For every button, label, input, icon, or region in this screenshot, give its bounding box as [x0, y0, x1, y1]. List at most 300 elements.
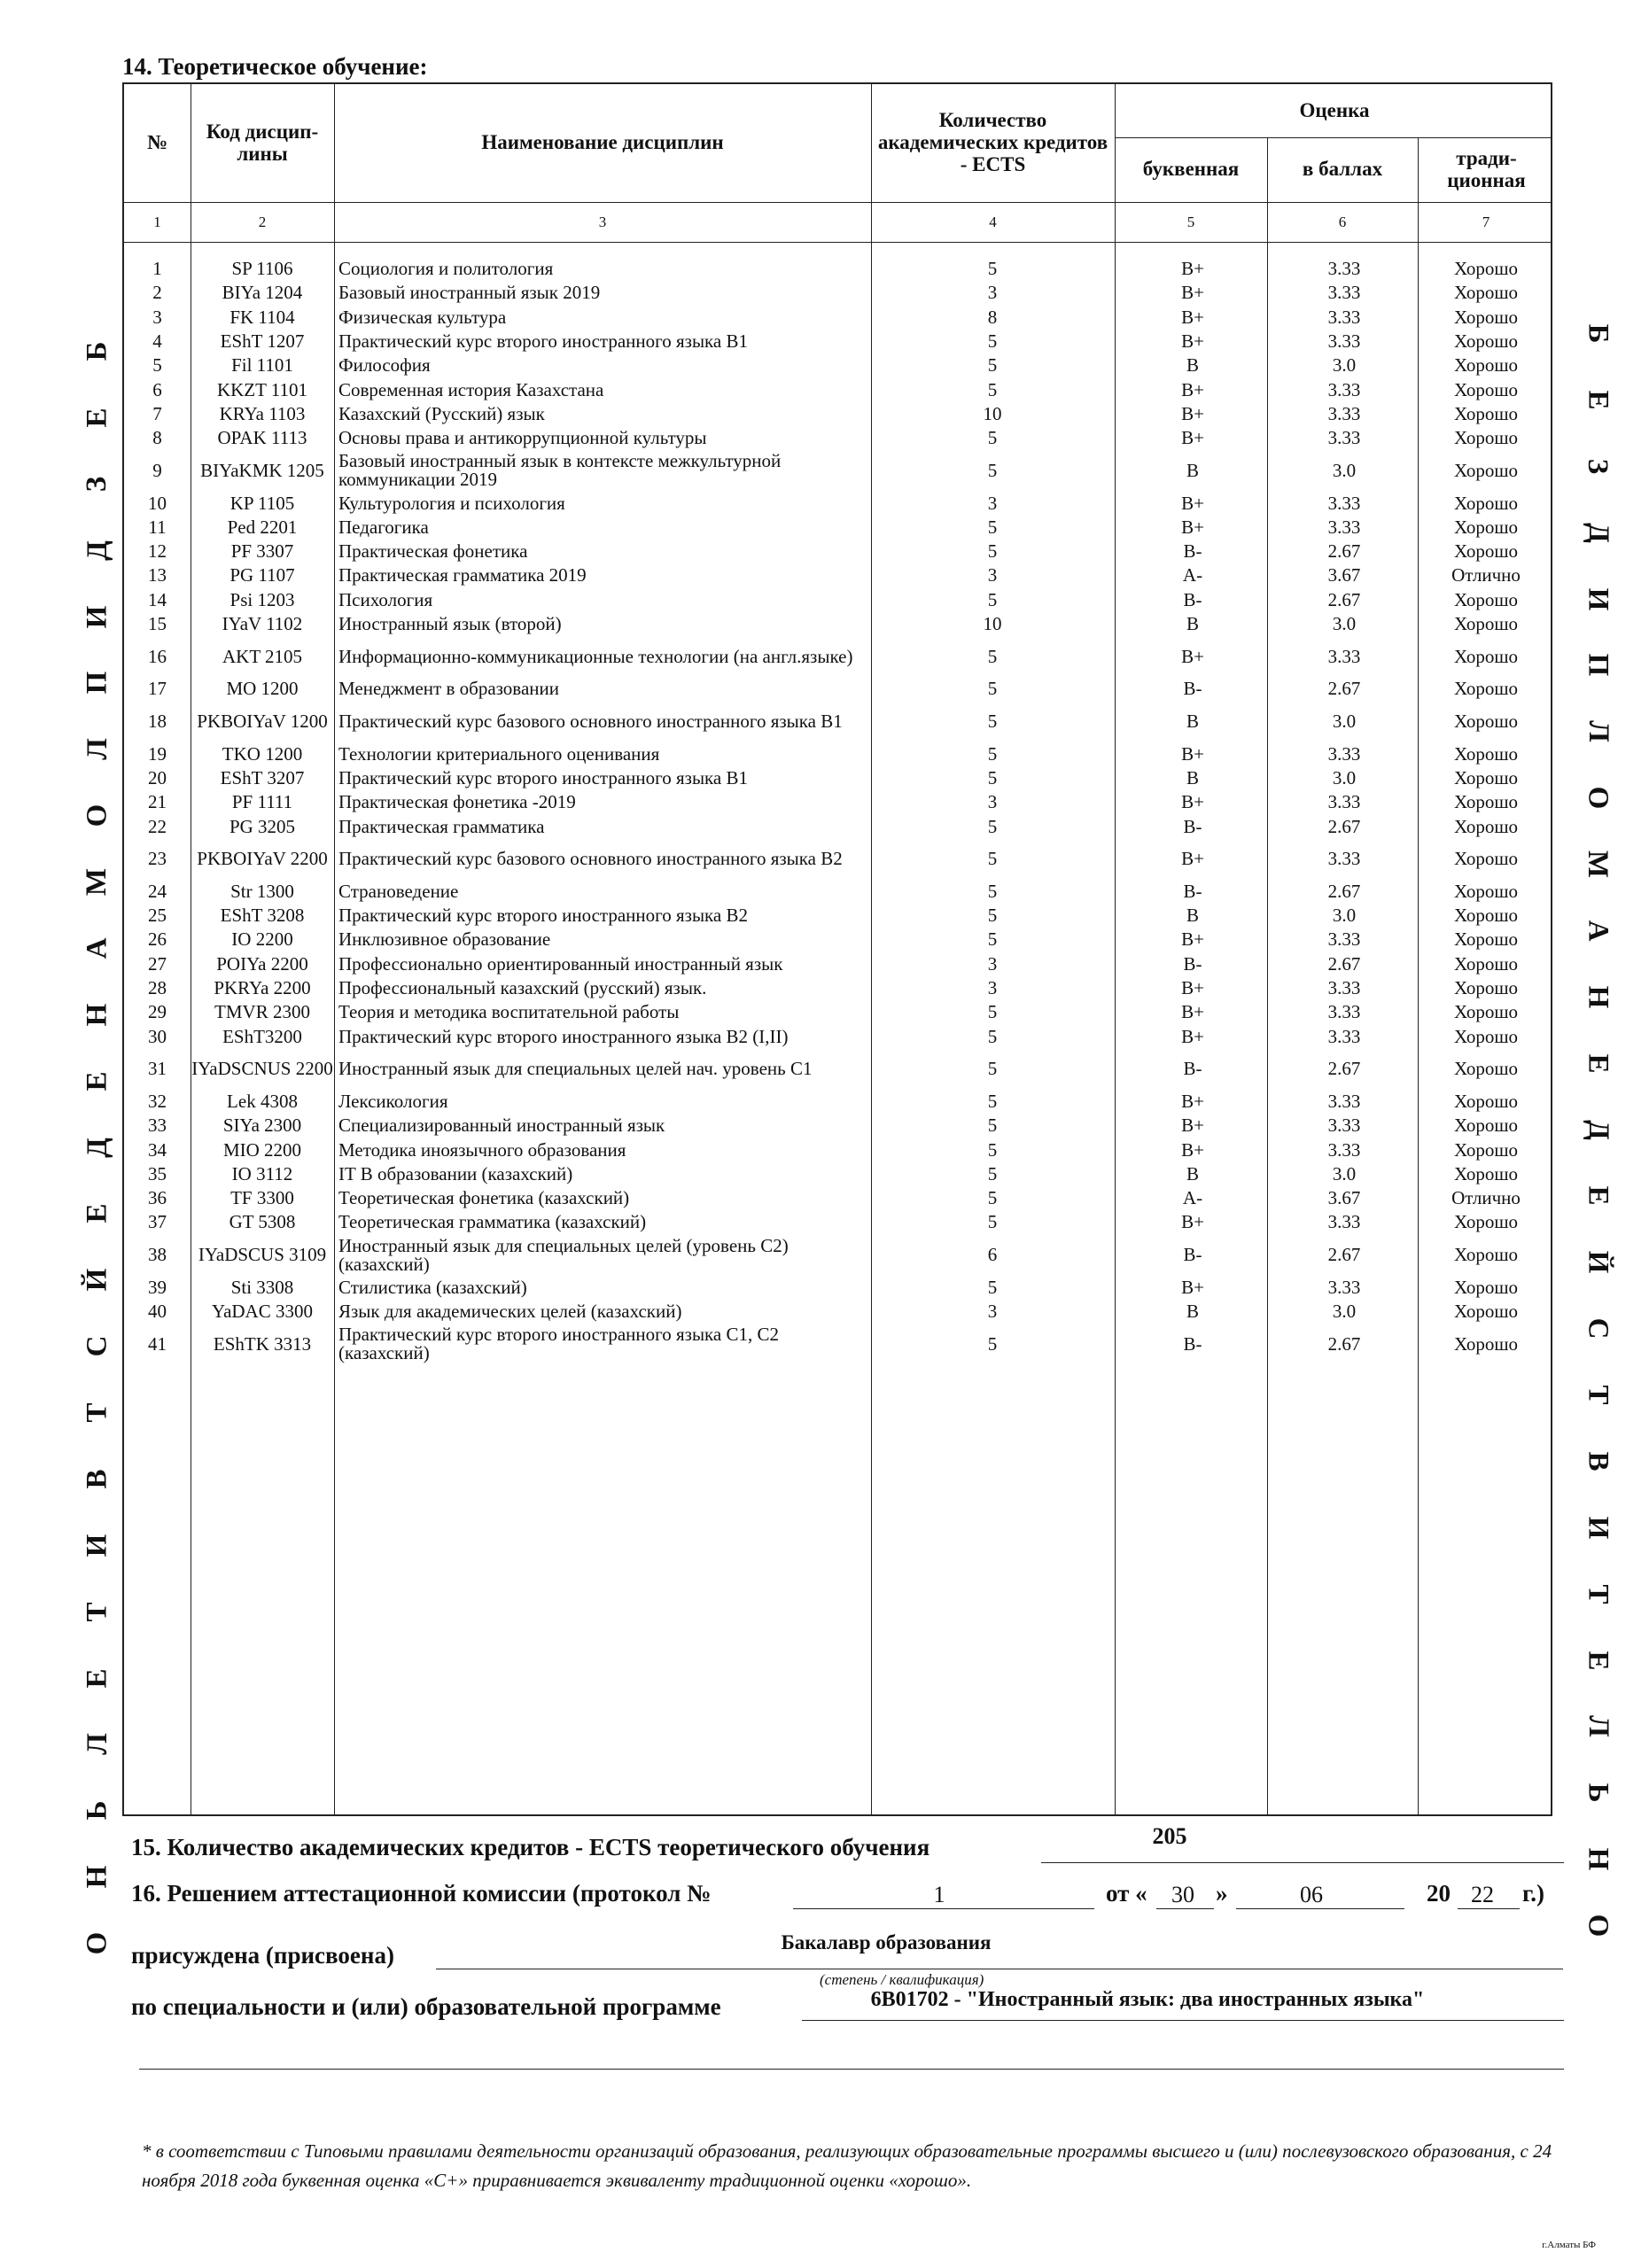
printer-mark: г.Алматы БФ	[1542, 2240, 1596, 2250]
row-number: 13	[148, 564, 167, 586]
date-day: 30	[1171, 1882, 1194, 1907]
table-row	[124, 450, 1551, 491]
letter-grade: B+	[1181, 258, 1204, 280]
side-letter: Н	[1582, 1847, 1614, 1871]
side-letter: С	[1582, 1317, 1614, 1340]
side-letter: Й	[81, 1268, 113, 1292]
traditional-grade: Хорошо	[1453, 880, 1518, 902]
discipline-code: PKBOIYaV 2200	[197, 848, 328, 870]
table-row	[124, 1276, 1551, 1300]
traditional-grade: Хорошо	[1453, 1058, 1518, 1080]
grade-points: 3.0	[1332, 613, 1357, 635]
degree-value: Бакалавр образования	[781, 1931, 992, 1953]
side-letter: Е	[81, 1071, 113, 1091]
table-row	[124, 353, 1551, 377]
grade-points: 3.33	[1327, 258, 1361, 280]
credits-cell: 5	[987, 378, 998, 400]
letter-grade: B+	[1181, 791, 1204, 813]
table-row	[124, 839, 1551, 880]
row-number: 15	[148, 613, 167, 635]
side-letter: Е	[1582, 1185, 1614, 1206]
table-row	[124, 306, 1551, 330]
row-number: 18	[148, 711, 167, 732]
grade-points: 3.33	[1327, 306, 1361, 328]
awarded-label: присуждена (присвоена)	[131, 1942, 394, 1969]
row-number: 2	[152, 282, 162, 304]
letter-grade: B	[1186, 905, 1199, 927]
commission-label: 16. Решением аттестационной комиссии (протокол №	[131, 1880, 712, 1907]
table-row	[124, 742, 1551, 766]
discipline-code: SIYa 2300	[222, 1115, 302, 1137]
traditional-grade: Хорошо	[1453, 492, 1518, 514]
grade-points: 2.67	[1327, 540, 1361, 563]
discipline-name: Профессиональный казахский (русский) язык.	[338, 977, 707, 999]
row-number: 24	[148, 880, 167, 902]
table-row	[124, 952, 1551, 976]
row-number: 26	[148, 928, 167, 951]
discipline-code: POIYa 2200	[216, 952, 308, 975]
grade-points: 2.67	[1327, 1058, 1361, 1080]
grades-table	[122, 82, 1552, 1816]
traditional-grade: Хорошо	[1453, 378, 1518, 400]
letter-grade: B-	[1183, 1332, 1202, 1355]
grade-points: 2.67	[1327, 815, 1361, 837]
credits-cell: 5	[987, 711, 998, 732]
credits-cell: 5	[987, 1025, 998, 1047]
side-letter: Ь	[1582, 1783, 1614, 1803]
year-suffix: г.)	[1522, 1880, 1544, 1907]
discipline-name: Практический курс второго иностранного языка В2 (I,II)	[338, 1025, 789, 1047]
traditional-grade: Хорошо	[1453, 330, 1518, 353]
column-number: 1	[153, 214, 161, 230]
side-letter: И	[81, 605, 113, 628]
table-row	[124, 426, 1551, 450]
side-letter: Л	[81, 738, 113, 761]
letter-grade: A-	[1182, 564, 1203, 586]
credits-cell: 5	[987, 1211, 998, 1233]
letter-grade: B	[1186, 1162, 1199, 1184]
traditional-grade: Хорошо	[1453, 928, 1518, 951]
discipline-name: Теория и методика воспитательной работы	[338, 1001, 680, 1023]
traditional-grade: Хорошо	[1453, 742, 1518, 765]
side-letter: З	[81, 476, 113, 492]
table-row	[124, 814, 1551, 838]
side-watermark-right	[1571, 319, 1624, 1940]
table-row	[124, 491, 1551, 515]
credits-cell: 5	[987, 928, 998, 951]
discipline-name: Специализированный иностранный язык	[338, 1115, 665, 1137]
letter-grade: B+	[1181, 492, 1204, 514]
letter-grade: B+	[1181, 742, 1204, 765]
traditional-grade: Хорошо	[1453, 540, 1518, 563]
side-letter: О	[81, 1931, 113, 1955]
letter-grade: B+	[1181, 645, 1204, 667]
discipline-name: Инклюзивное образование	[338, 928, 551, 951]
date-month: 06	[1300, 1882, 1323, 1907]
side-letter: В	[81, 1469, 113, 1489]
grade-points: 2.67	[1327, 678, 1361, 700]
discipline-name: Культурология и психология	[338, 492, 565, 514]
discipline-code: MIO 2200	[222, 1138, 302, 1161]
letter-grade: B-	[1183, 952, 1202, 975]
row-number: 5	[152, 354, 162, 377]
side-letter: Т	[1582, 1584, 1614, 1604]
credits-cell: 5	[987, 1138, 998, 1161]
grade-points: 3.33	[1327, 645, 1361, 667]
discipline-name: Стилистика (казахский)	[338, 1276, 527, 1298]
side-letter: П	[81, 672, 113, 695]
grade-points: 3.33	[1327, 977, 1361, 999]
column-number: 6	[1338, 214, 1347, 230]
grade-points: 2.67	[1327, 1244, 1361, 1266]
year-prefix: 20	[1427, 1880, 1451, 1907]
row-number: 31	[148, 1058, 167, 1080]
table-row	[124, 588, 1551, 612]
grade-points: 3.33	[1327, 378, 1361, 400]
credits-cell: 5	[987, 1187, 998, 1209]
side-letter: Б	[81, 341, 113, 361]
column-number: 4	[989, 214, 997, 230]
discipline-code: YaDAC 3300	[212, 1301, 313, 1323]
table-row	[124, 1186, 1551, 1210]
discipline-code: KKZT 1101	[216, 378, 308, 400]
letter-grade: B-	[1183, 588, 1202, 610]
credits-cell: 5	[987, 645, 998, 667]
discipline-name: Теоретическая фонетика (казахский)	[338, 1187, 630, 1209]
side-letter: З	[1582, 458, 1614, 474]
credits-cell: 5	[987, 354, 998, 377]
traditional-grade: Хорошо	[1453, 1244, 1518, 1266]
total-credits-value: 205	[1152, 1823, 1187, 1849]
discipline-name: Профессионально ориентированный иностранный язык	[338, 952, 783, 975]
credits-cell: 10	[983, 613, 1002, 635]
discipline-code: Psi 1203	[229, 588, 295, 610]
grade-points: 3.33	[1327, 848, 1361, 870]
credits-cell: 5	[987, 1332, 998, 1355]
letter-grade: B+	[1181, 427, 1204, 449]
discipline-name: Практическая грамматика 2019	[338, 564, 587, 586]
discipline-code: Ped 2201	[227, 516, 298, 538]
grade-points: 3.0	[1332, 1162, 1357, 1184]
discipline-code: IO 2200	[231, 928, 293, 951]
total-credits-label: 15. Количество академических кредитов - ECTS теоретического обучения	[131, 1834, 930, 1860]
table-row	[124, 880, 1551, 904]
table-row	[124, 378, 1551, 402]
row-number: 10	[148, 492, 167, 514]
traditional-grade: Отлично	[1451, 564, 1521, 586]
grade-points: 2.67	[1327, 1332, 1361, 1355]
traditional-grade: Хорошо	[1453, 306, 1518, 328]
traditional-grade: Хорошо	[1453, 952, 1518, 975]
discipline-code: TMVR 2300	[214, 1001, 310, 1023]
traditional-grade: Отлично	[1451, 1187, 1521, 1209]
traditional-grade: Хорошо	[1453, 1025, 1518, 1047]
header-code: Код дисцип-лины	[206, 120, 319, 165]
discipline-name: Методика иноязычного образования	[338, 1138, 626, 1161]
table-row	[124, 1090, 1551, 1114]
traditional-grade: Хорошо	[1453, 711, 1518, 732]
credits-cell: 3	[987, 977, 998, 999]
discipline-name: Иностранный язык для специальных целей (уровень С2) (казахский)	[338, 1234, 789, 1275]
grade-points: 2.67	[1327, 952, 1361, 975]
grade-points: 3.33	[1327, 1001, 1361, 1023]
letter-grade: B+	[1181, 282, 1204, 304]
row-number: 33	[148, 1115, 167, 1137]
side-letter: Д	[1582, 1119, 1614, 1140]
traditional-grade: Хорошо	[1453, 1115, 1518, 1137]
side-letter: Л	[1582, 720, 1614, 743]
table-row	[124, 1138, 1551, 1161]
discipline-name: Иностранный язык для специальных целей нач. уровень С1	[338, 1058, 813, 1080]
header-credits: Количество академических кредитов - ECTS	[877, 109, 1108, 175]
traditional-grade: Хорошо	[1453, 905, 1518, 927]
row-number: 1	[152, 258, 162, 280]
discipline-code: IYaV 1102	[222, 613, 303, 635]
credits-cell: 5	[987, 540, 998, 563]
letter-grade: B+	[1181, 306, 1204, 328]
discipline-code: Str 1300	[230, 880, 294, 902]
side-letter: М	[1582, 850, 1614, 879]
date-from-label: от «	[1106, 1880, 1147, 1907]
credits-cell: 5	[987, 742, 998, 765]
side-letter: Л	[81, 1733, 113, 1756]
side-letter: И	[1582, 587, 1614, 610]
discipline-code: PG 3205	[229, 815, 296, 837]
table-row	[124, 702, 1551, 742]
discipline-code: AKT 2105	[222, 645, 303, 667]
grade-points: 3.33	[1327, 1211, 1361, 1233]
discipline-name: Теоретическая грамматика (казахский)	[338, 1211, 647, 1233]
header-traditional: тради-ционная	[1447, 146, 1526, 191]
traditional-grade: Хорошо	[1453, 977, 1518, 999]
discipline-code: SP 1106	[231, 258, 293, 280]
credits-cell: 3	[987, 564, 998, 586]
side-letter: Е	[81, 1667, 113, 1689]
traditional-grade: Хорошо	[1453, 1276, 1518, 1298]
discipline-code: FK 1104	[229, 306, 295, 328]
row-number: 30	[148, 1025, 167, 1047]
traditional-grade: Хорошо	[1453, 1162, 1518, 1184]
traditional-grade: Хорошо	[1453, 848, 1518, 870]
letter-grade: B	[1186, 766, 1199, 788]
discipline-name: Язык для академических целей (казахский)	[338, 1301, 682, 1323]
credits-cell: 5	[987, 258, 998, 280]
traditional-grade: Хорошо	[1453, 402, 1518, 424]
letter-grade: B	[1186, 354, 1199, 377]
side-letter: Б	[1582, 323, 1614, 344]
discipline-name: Базовый иностранный язык в контексте межкультурной коммуникации 2019	[338, 450, 782, 491]
credits-cell: 3	[987, 492, 998, 514]
column-number: 7	[1482, 214, 1490, 230]
grade-points: 3.67	[1327, 1187, 1361, 1209]
row-number: 22	[148, 815, 167, 837]
traditional-grade: Хорошо	[1453, 791, 1518, 813]
side-letter: А	[1582, 920, 1614, 942]
traditional-grade: Хорошо	[1453, 1090, 1518, 1112]
discipline-code: OPAK 1113	[217, 427, 307, 449]
discipline-code: BIYa 1204	[222, 282, 303, 304]
grade-points: 3.0	[1332, 905, 1357, 927]
side-letter: Е	[1582, 1650, 1614, 1671]
discipline-code: EShT 1207	[220, 330, 305, 353]
discipline-code: GT 5308	[229, 1211, 296, 1233]
letter-grade: B	[1186, 613, 1199, 635]
discipline-code: TF 3300	[230, 1187, 294, 1209]
discipline-name: Философия	[338, 354, 431, 377]
discipline-name: Практический курс базового основного иностранного языка В2	[338, 848, 843, 870]
side-letter: Е	[1582, 1053, 1614, 1074]
grade-points: 3.33	[1327, 492, 1361, 514]
discipline-code: IYaDSCNUS 2200	[191, 1058, 333, 1080]
row-number: 11	[148, 516, 167, 538]
letter-grade: B+	[1181, 1025, 1204, 1047]
table-row	[124, 1235, 1551, 1276]
row-number: 17	[148, 678, 167, 700]
letter-grade: B+	[1181, 1090, 1204, 1112]
discipline-name: Практический курс второго иностранного языка С1, С2 (казахский)	[338, 1324, 780, 1364]
credits-cell: 5	[987, 1058, 998, 1080]
side-letter: Н	[81, 1865, 113, 1889]
header-points: в баллах	[1302, 158, 1383, 181]
letter-grade: B-	[1183, 1058, 1202, 1080]
credits-cell: 5	[987, 459, 998, 481]
credits-cell: 3	[987, 952, 998, 975]
row-number: 29	[148, 1001, 167, 1023]
grade-points: 3.33	[1327, 1025, 1361, 1047]
row-number: 25	[148, 905, 167, 927]
row-number: 8	[152, 427, 162, 449]
discipline-name: Практический курс базового основного иностранного языка В1	[338, 711, 843, 732]
letter-grade: A-	[1182, 1187, 1203, 1209]
header-grade: Оценка	[1299, 98, 1370, 121]
date-quote-close: »	[1216, 1880, 1228, 1907]
side-letter: Е	[81, 1203, 113, 1223]
side-letter: Д	[81, 540, 113, 561]
traditional-grade: Хорошо	[1453, 1301, 1518, 1323]
credits-cell: 6	[987, 1244, 998, 1266]
letter-grade: B-	[1183, 880, 1202, 902]
grade-points: 3.0	[1332, 711, 1357, 732]
discipline-name: Иностранный язык (второй)	[338, 613, 562, 635]
side-watermark-left	[71, 337, 124, 1958]
traditional-grade: Хорошо	[1453, 766, 1518, 788]
traditional-grade: Хорошо	[1453, 282, 1518, 304]
credits-cell: 5	[987, 815, 998, 837]
row-number: 28	[148, 977, 167, 999]
credits-cell: 10	[983, 402, 1002, 424]
side-letter: Т	[81, 1402, 113, 1423]
credits-cell: 5	[987, 588, 998, 610]
side-letter: С	[81, 1335, 113, 1357]
traditional-grade: Хорошо	[1453, 1138, 1518, 1161]
letter-grade: B+	[1181, 928, 1204, 951]
table-row	[124, 928, 1551, 951]
letter-grade: B+	[1181, 848, 1204, 870]
credits-cell: 8	[987, 306, 998, 328]
discipline-code: PF 1111	[231, 791, 293, 813]
row-number: 4	[152, 330, 162, 353]
side-letter: Ь	[81, 1800, 113, 1821]
row-number: 21	[148, 791, 167, 813]
discipline-code: MO 1200	[226, 678, 299, 700]
discipline-name: Страноведение	[338, 880, 459, 902]
traditional-grade: Хорошо	[1453, 815, 1518, 837]
protocol-number: 1	[933, 1882, 945, 1907]
table-row	[124, 1114, 1551, 1138]
discipline-code: EShT 3207	[220, 766, 305, 788]
row-number: 12	[148, 540, 167, 563]
traditional-grade: Хорошо	[1453, 678, 1518, 700]
grade-points: 3.0	[1332, 354, 1357, 377]
discipline-code: EShT3200	[222, 1025, 302, 1047]
side-letter: Н	[1582, 985, 1614, 1009]
discipline-name: Психология	[338, 588, 433, 610]
degree-caption: (степень / квалификация)	[820, 1971, 984, 1988]
section-title: 14. Теоретическое обучение:	[122, 53, 428, 80]
credits-cell: 5	[987, 1276, 998, 1298]
letter-grade: B	[1186, 1301, 1199, 1323]
grade-points: 2.67	[1327, 588, 1361, 610]
discipline-name: Технологии критериального оценивания	[338, 742, 660, 765]
discipline-name: Базовый иностранный язык 2019	[338, 282, 601, 304]
credits-cell: 3	[987, 791, 998, 813]
discipline-code: Lek 4308	[227, 1090, 298, 1112]
credits-cell: 5	[987, 678, 998, 700]
discipline-code: BIYaKMK 1205	[200, 459, 324, 481]
discipline-code: PKRYa 2200	[214, 977, 311, 999]
letter-grade: B-	[1183, 678, 1202, 700]
side-letter: Д	[1582, 522, 1614, 543]
discipline-name: Казахский (Русский) язык	[338, 402, 545, 424]
discipline-name: Практический курс второго иностранного языка В2	[338, 905, 749, 927]
discipline-name: Социология и политология	[338, 258, 554, 280]
table-row	[124, 1300, 1551, 1324]
side-letter: Д	[81, 1137, 113, 1158]
side-letter: П	[1582, 654, 1614, 677]
table-row	[124, 1210, 1551, 1234]
side-letter: В	[1582, 1451, 1614, 1472]
row-number: 39	[148, 1276, 167, 1298]
side-letter: Т	[81, 1602, 113, 1622]
discipline-code: EShT 3208	[220, 905, 305, 927]
grade-points: 3.33	[1327, 282, 1361, 304]
side-letter: Л	[1582, 1715, 1614, 1738]
grade-points: 3.33	[1327, 742, 1361, 765]
table-row	[124, 904, 1551, 928]
side-letter: Н	[81, 1003, 113, 1027]
row-number: 16	[148, 645, 167, 667]
row-number: 34	[148, 1138, 167, 1161]
discipline-name: Менеджмент в образовании	[338, 678, 559, 700]
row-number: 41	[148, 1332, 167, 1355]
traditional-grade: Хорошо	[1453, 613, 1518, 635]
table-row	[124, 516, 1551, 540]
credits-cell: 5	[987, 427, 998, 449]
discipline-name: Физическая культура	[338, 306, 507, 328]
column-number: 3	[598, 214, 607, 230]
letter-grade: B+	[1181, 330, 1204, 353]
row-number: 40	[148, 1301, 167, 1323]
discipline-name: Практический курс второго иностранного языка В1	[338, 330, 749, 353]
grade-points: 3.33	[1327, 791, 1361, 813]
discipline-code: PKBOIYaV 1200	[197, 711, 328, 732]
column-number: 2	[258, 214, 267, 230]
traditional-grade: Хорошо	[1453, 516, 1518, 538]
grade-points: 3.33	[1327, 516, 1361, 538]
traditional-grade: Хорошо	[1453, 588, 1518, 610]
letter-grade: B-	[1183, 540, 1202, 563]
table-row	[124, 281, 1551, 305]
